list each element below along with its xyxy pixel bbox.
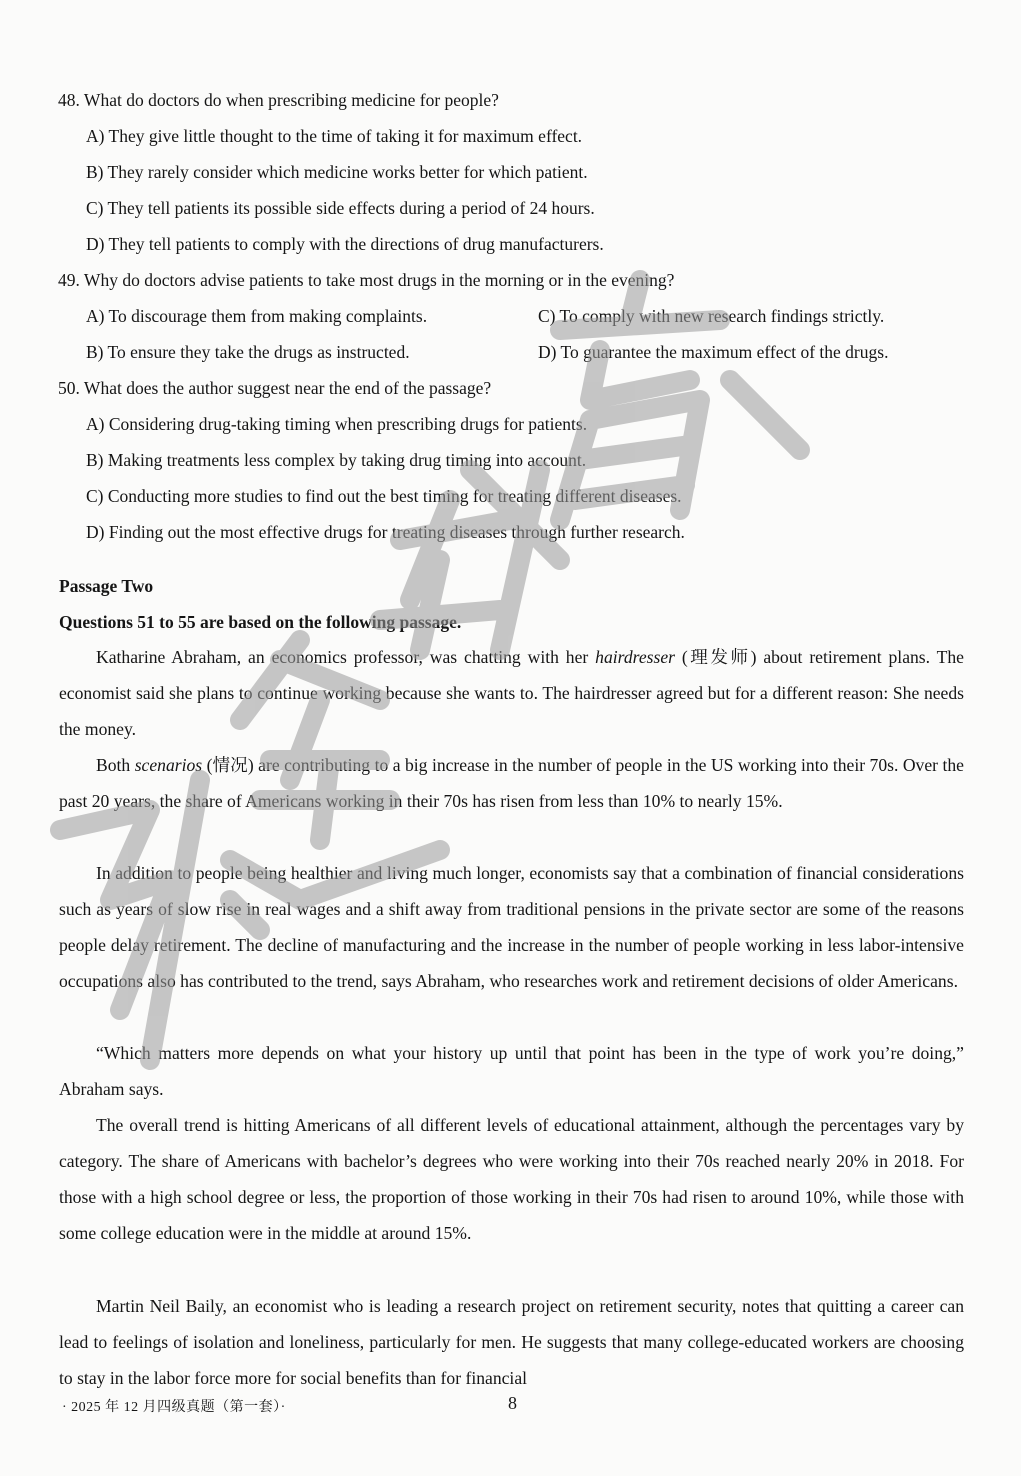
passage-paragraph-1: Katharine Abraham, an economics professor, was chatting with her hairdresser (理发师) about retirement plans. The economist said she plans to continue working because she wants to. The hairdresser agreed but for a different reason: She needs the money. [59, 647, 964, 739]
question-48: 48. What do doctors do when prescribing medicine for people? [58, 90, 499, 110]
q50-option-c: C) Conducting more studies to find out the best timing for treating different diseases. [86, 486, 682, 506]
q48-option-b: B) They rarely consider which medicine works better for which patient. [86, 162, 588, 182]
q48-option-c: C) They tell patients its possible side effects during a period of 24 hours. [86, 198, 595, 218]
glossed-term: scenarios [134, 755, 203, 775]
passage-paragraph-2: Both scenarios (情况) are contributing to a big increase in the number of people in the US working into their 70s. Over the past 20 years, the share of Americans working in their 70s has risen from less than 10% to nearly 15%. [59, 755, 964, 811]
q50-option-b: B) Making treatments less complex by taking drug timing into account. [86, 450, 587, 470]
question-50: 50. What does the author suggest near the end of the passage? [58, 378, 492, 398]
q50-option-d: D) Finding out the most effective drugs for treating diseases through further research. [86, 522, 685, 542]
passage-paragraph-5: The overall trend is hitting Americans of all different levels of educational attainment, although the percentages vary by category. The share of Americans with bachelor’s degrees who were working into their 70s reached nearly 20% in 2018. For those with a high school degree or less, the proportion of those working in their 70s had risen to around 10%, while those with some college education were in the middle at around 15%. [59, 1115, 964, 1243]
q48-option-d: D) They tell patients to comply with the directions of drug manufacturers. [86, 234, 604, 254]
glossed-term: hairdresser [595, 647, 675, 667]
passage-heading: Passage Two [59, 576, 154, 596]
footer-exam-label: · 2025 年 12 月四级真题（第一套）· [62, 1400, 286, 1415]
q49-option-a: A) To discourage them from making complaints. [86, 306, 428, 326]
passage-paragraph-3: In addition to people being healthier and living much longer, economists say that a combination of financial considerations such as years of slow rise in real wages and a shift away from traditional pensions in the private sector are some of the reasons people delay retirement. The decline of manufacturing and the increase in the number of people working in less labor-intensive occupations also has contributed to the trend, says Abraham, who researches work and retirement decisions of older Americans. [59, 863, 964, 991]
q48-option-a: A) They give little thought to the time of taking it for maximum effect. [86, 126, 583, 146]
page-number: 8 [508, 1393, 517, 1413]
q50-option-a: A) Considering drug-taking timing when prescribing drugs for patients. [86, 414, 588, 434]
q49-option-d: D) To guarantee the maximum effect of the drugs. [538, 342, 889, 362]
passage-paragraph-6: Martin Neil Baily, an economist who is leading a research project on retirement security, notes that quitting a career can lead to feelings of isolation and loneliness, particularly for men. He suggests that many college-educated workers are choosing to stay in the labor force more for social benefits than for financial [59, 1296, 964, 1388]
passage-paragraph-4: “Which matters more depends on what your history up until that point has been in the type of work you’re doing,” Abraham says. [59, 1043, 964, 1099]
passage-instructions: Questions 51 to 55 are based on the following passage. [59, 612, 462, 632]
q49-option-b: B) To ensure they take the drugs as instructed. [86, 342, 410, 362]
question-49: 49. Why do doctors advise patients to take most drugs in the morning or in the evening? [58, 270, 675, 290]
q49-option-c: C) To comply with new research findings strictly. [538, 306, 885, 326]
